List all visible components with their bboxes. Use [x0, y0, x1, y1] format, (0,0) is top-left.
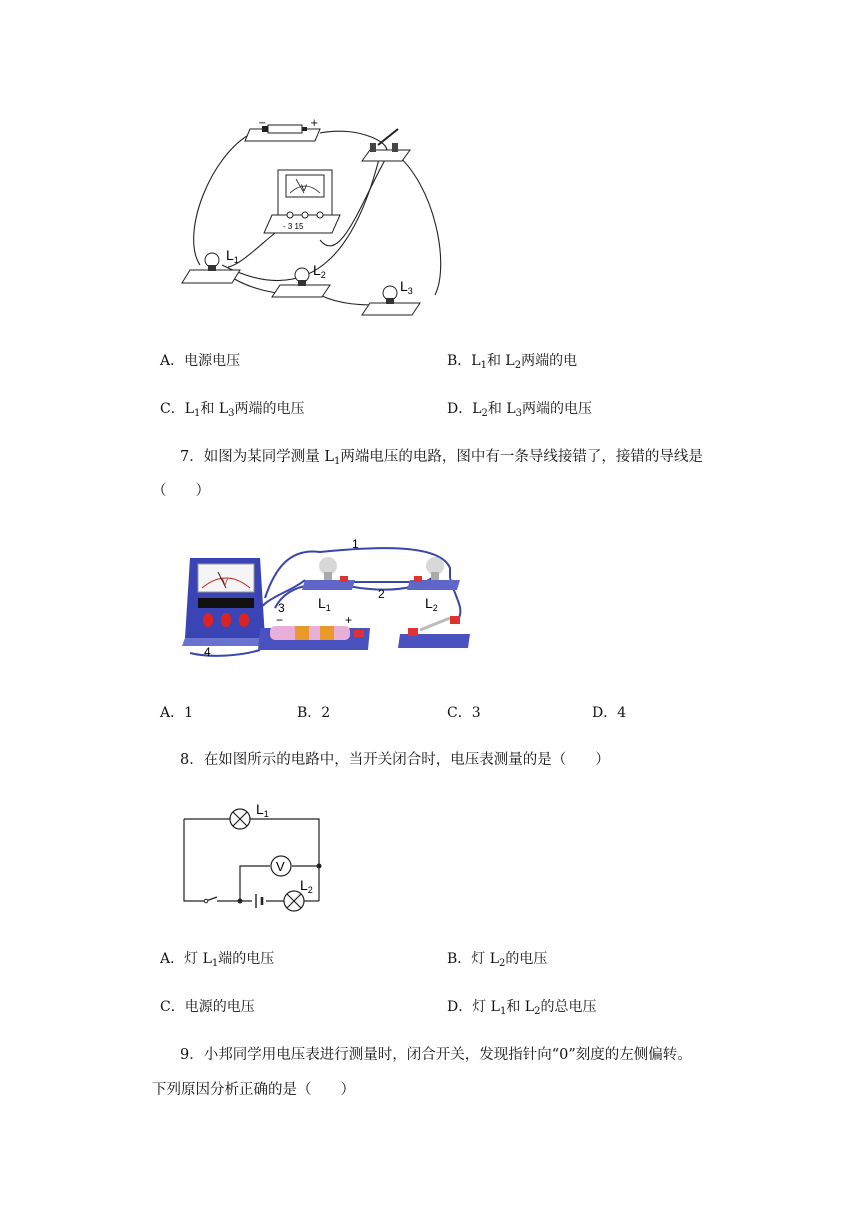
q7-option-d[interactable]: D．4 [592, 705, 627, 721]
q8-option-c[interactable]: C．电源的电压 [160, 999, 255, 1015]
fig3-lamp-l1 [230, 809, 250, 829]
fig3-l2-label: $L_2$ [300, 877, 313, 895]
fig3-voltmeter-label: V [276, 859, 285, 874]
fig3-circuit-schematic [180, 800, 330, 920]
fig1-l1-label: $L_1$ [226, 247, 239, 265]
fig2-battery-plus: + [345, 613, 353, 627]
q8-option-b[interactable]: B．灯 $L_2$的电压 [447, 951, 548, 969]
fig2-wire-3-label: 3 [278, 601, 285, 615]
q7-answer-bracket: （ ） [152, 483, 210, 499]
fig1-circuit-diagram [180, 115, 460, 325]
q8-option-d[interactable]: D．灯 $L_1$和 $L_2$的总电压 [447, 999, 597, 1017]
q6-option-c[interactable]: C．$L_1$和 $L_3$两端的电压 [160, 401, 305, 419]
q9-stem-line1: 9．小邦同学用电压表进行测量时，闭合开关，发现指针向“0”刻度的左侧偏转。 [180, 1047, 692, 1063]
q8-stem: 8．在如图所示的电路中，当开关闭合时，电压表测量的是（ ） [180, 752, 610, 768]
q7-option-a[interactable]: A．1 [160, 705, 194, 721]
q7-option-b[interactable]: B．2 [297, 705, 331, 721]
q7-option-c[interactable]: C．3 [447, 705, 481, 721]
fig3-lamp-l2 [284, 891, 304, 911]
fig2-circuit-photo [180, 538, 480, 663]
fig1-l2-label: $L_2$ [313, 262, 326, 280]
fig2-meter-label: V [222, 577, 229, 587]
fig2-wire-1-label: 1 [352, 538, 359, 551]
fig2-l2-label: $L_2$ [425, 595, 438, 613]
q8-option-a[interactable]: A．灯 $L_1$端的电压 [160, 951, 275, 969]
fig1-meter-label: V [301, 183, 308, 193]
fig1-l3-label: $L_3$ [400, 278, 413, 296]
fig1-meter-scale: - 3 15 [283, 222, 304, 231]
q9-stem-line2: 下列原因分析正确的是（ ） [152, 1082, 355, 1098]
q6-option-a[interactable]: A．电源电压 [160, 353, 241, 369]
fig2-wire-2-label: 2 [378, 587, 385, 601]
fig3-l1-label: $L_1$ [256, 801, 269, 819]
q6-option-b[interactable]: B．$L_1$和 $L_2$两端的电 [447, 353, 578, 371]
fig2-l1-label: $L_1$ [318, 595, 331, 613]
fig2-battery-minus: − [276, 613, 284, 627]
q7-stem: 7．如图为某同学测量 $L_1$两端电压的电路，图中有一条导线接错了，接错的导线是 [180, 449, 703, 467]
q6-option-d[interactable]: D．$L_2$和 $L_3$两端的电压 [447, 401, 593, 419]
fig2-wire-4-label: 4 [204, 645, 211, 659]
battery-plus-label: + [310, 118, 319, 129]
battery-minus-label: − [258, 118, 267, 129]
